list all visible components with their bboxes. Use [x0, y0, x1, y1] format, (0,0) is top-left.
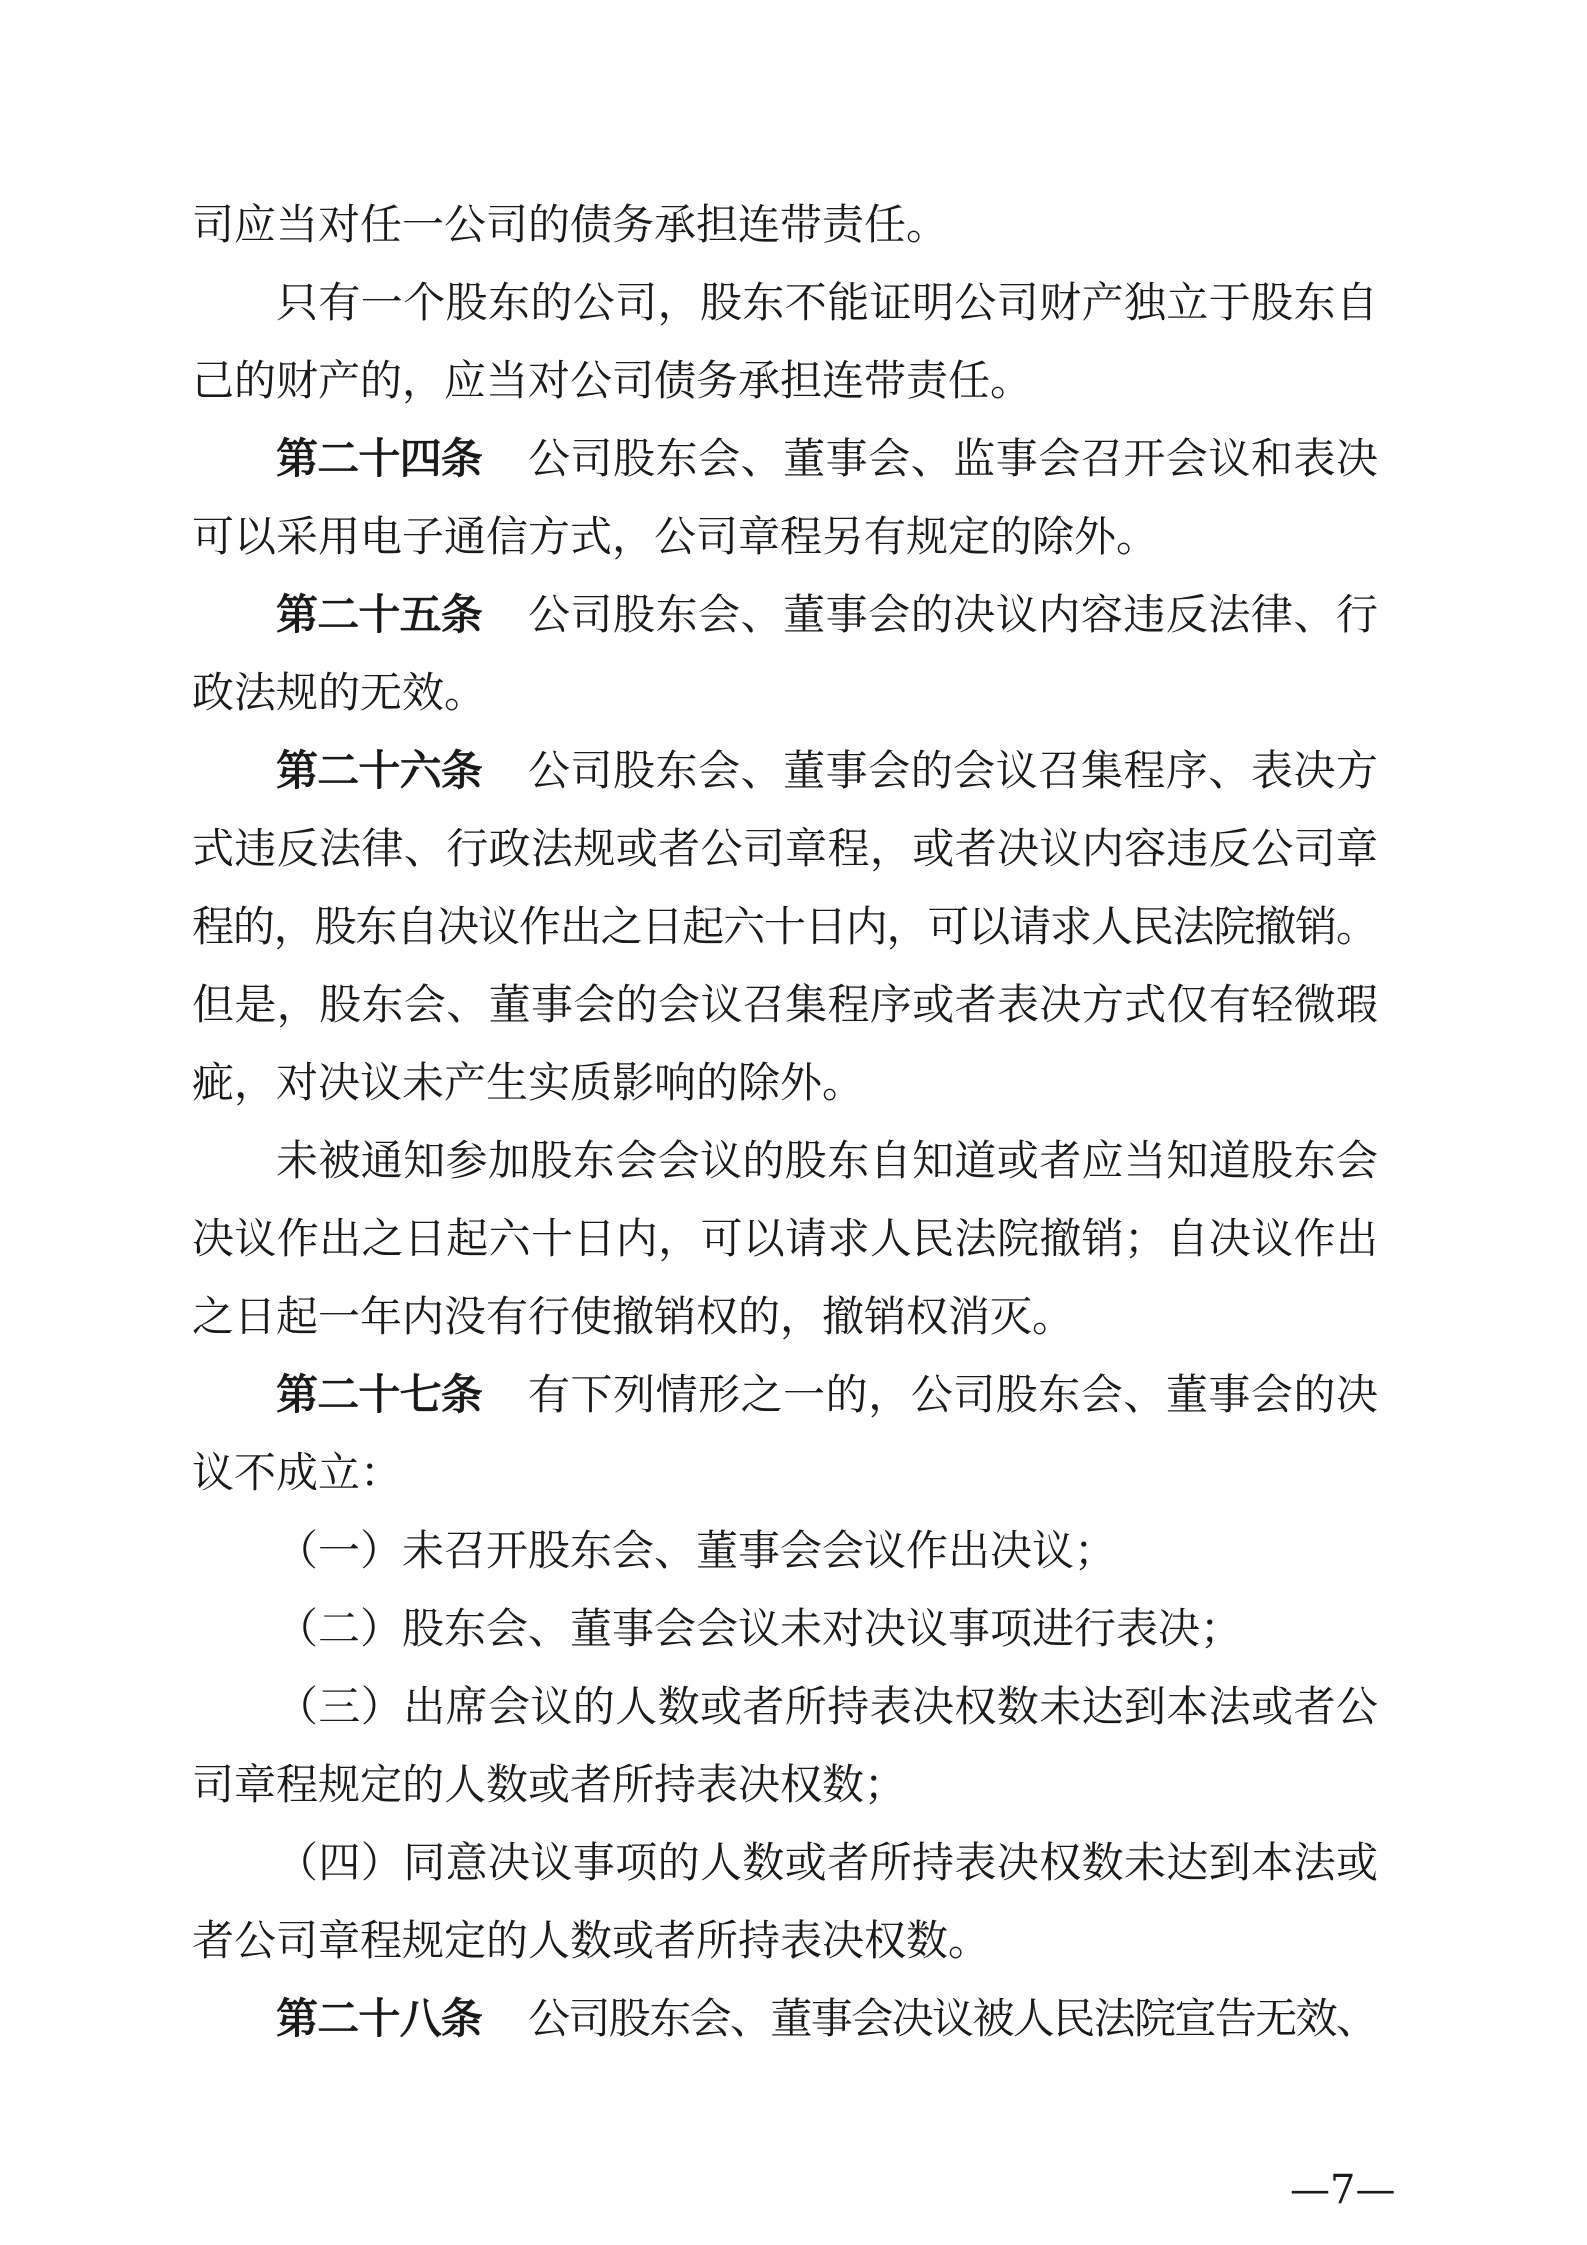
- text-line: [0, 1356, 1587, 1434]
- list-item-text: （一）未召开股东会、董事会会议作出决议；: [276, 1526, 1116, 1575]
- list-item-text: 司章程规定的人数或者所持表决权数；: [192, 1760, 906, 1809]
- paragraph-text: 公司股东会、董事会的决议内容违反法律、行: [528, 590, 1379, 639]
- article-heading: 第二十五条: [276, 590, 482, 639]
- paragraph-text: 公司股东会、董事会的会议召集程序、表决方: [528, 746, 1379, 795]
- text-line: [0, 1278, 1587, 1356]
- paragraph-text: 式违反法律、行政法规或者公司章程，或者决议内容违反公司章: [192, 824, 1379, 873]
- paragraph-text: 只有一个股东的公司，股东不能证明公司财产独立于股东自: [276, 278, 1379, 327]
- text-line: [0, 1668, 1587, 1746]
- article-heading: 第二十四条: [276, 434, 482, 483]
- list-item-text: （四）同意决议事项的人数或者所持表决权数未达到本法或: [276, 1838, 1379, 1887]
- paragraph-text: 可以采用电子通信方式，公司章程另有规定的除外。: [192, 512, 1158, 561]
- paragraph-text: 疵，对决议未产生实质影响的除外。: [192, 1058, 864, 1107]
- text-line: [0, 966, 1587, 1044]
- text-line: [0, 342, 1587, 420]
- page-number: —7—: [1290, 2167, 1396, 2213]
- list-item-text: （三）出席会议的人数或者所持表决权数未达到本法或者公: [276, 1682, 1379, 1731]
- paragraph-text: 之日起一年内没有行使撤销权的，撤销权消灭。: [192, 1292, 1074, 1341]
- text-line: [0, 420, 1587, 498]
- text-line: [0, 1746, 1587, 1824]
- paragraph-text: 己的财产的，应当对公司债务承担连带责任。: [192, 356, 1032, 405]
- paragraph-text: 决议作出之日起六十日内，可以请求人民法院撤销；自决议作出: [192, 1214, 1379, 1263]
- text-line: [0, 498, 1587, 576]
- text-line: [0, 186, 1587, 264]
- text-line: [0, 1044, 1587, 1122]
- text-line: [0, 264, 1587, 342]
- paragraph-text: 未被通知参加股东会会议的股东自知道或者应当知道股东会: [276, 1136, 1379, 1185]
- paragraph-text: 公司股东会、董事会、监事会召开会议和表决: [528, 434, 1379, 483]
- text-line: [0, 1902, 1587, 1980]
- text-line: [0, 1434, 1587, 1512]
- text-line: [0, 1824, 1587, 1902]
- text-line: [0, 732, 1587, 810]
- paragraph-text: 但是，股东会、董事会的会议召集程序或者表决方式仅有轻微瑕: [192, 980, 1379, 1029]
- paragraph-text: 有下列情形之一的，公司股东会、董事会的决: [528, 1370, 1379, 1419]
- text-line: [0, 1200, 1587, 1278]
- text-line: [0, 1590, 1587, 1668]
- text-line: [0, 888, 1587, 966]
- paragraph-text: 议不成立：: [192, 1448, 402, 1497]
- paragraph-text: 程的，股东自决议作出之日起六十日内，可以请求人民法院撤销。: [192, 902, 1377, 951]
- paragraph-text: 司应当对任一公司的债务承担连带责任。: [192, 200, 948, 249]
- paragraph-text: 政法规的无效。: [192, 668, 486, 717]
- list-item-text: 者公司章程规定的人数或者所持表决权数。: [192, 1916, 990, 1965]
- article-heading: 第二十六条: [276, 746, 482, 795]
- article-heading: 第二十八条: [276, 1994, 482, 2043]
- text-line: [0, 1512, 1587, 1590]
- article-heading: 第二十七条: [276, 1370, 482, 1419]
- paragraph-text: 公司股东会、董事会决议被人民法院宣告无效、: [528, 1994, 1377, 2043]
- text-line: [0, 810, 1587, 888]
- text-line: [0, 576, 1587, 654]
- list-item-text: （二）股东会、董事会会议未对决议事项进行表决；: [276, 1604, 1242, 1653]
- text-line: [0, 1980, 1587, 2058]
- text-line: [0, 1122, 1587, 1200]
- text-line: [0, 654, 1587, 732]
